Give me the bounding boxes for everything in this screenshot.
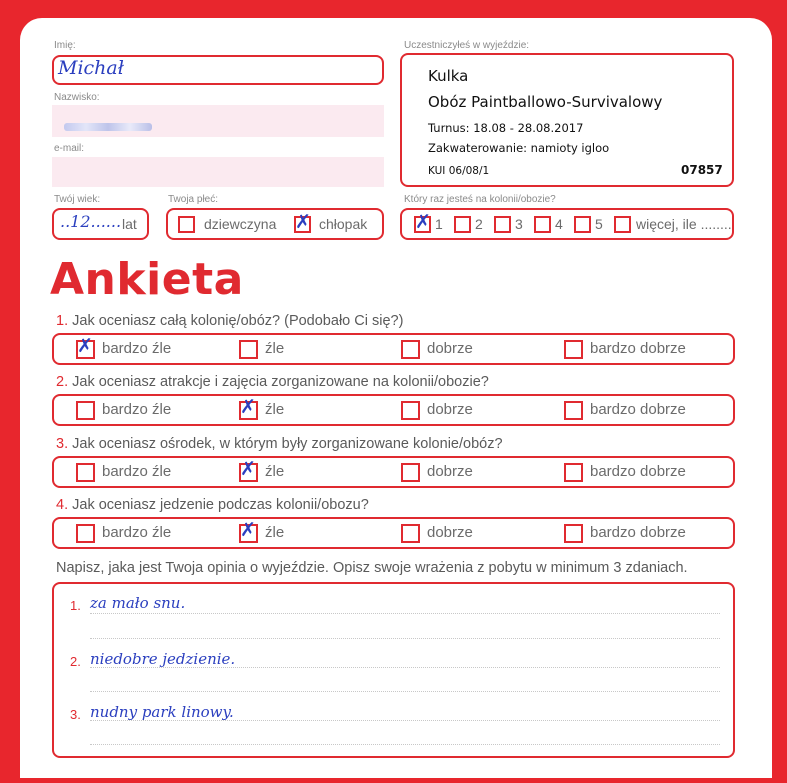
option-very-good-checkbox[interactable]: [564, 401, 583, 420]
option-good-checkbox[interactable]: [401, 524, 420, 543]
question-number: 1.: [56, 313, 69, 329]
option-very-good-label: bardzo dobrze: [590, 401, 686, 418]
question-text: [56, 313, 403, 329]
times-4-label: 4: [555, 216, 563, 232]
option-very-bad-label: bardzo źle: [102, 340, 172, 357]
times-label: Który raz jesteś na kolonii/obozie?: [404, 194, 556, 205]
option-very-bad-label: bardzo źle: [102, 463, 172, 480]
times-1-label: 1: [435, 216, 443, 232]
option-very-bad-checkbox[interactable]: [76, 524, 95, 543]
answer-text: nudny park linowy.: [90, 703, 234, 721]
camp-title: Obóz Paintballowo-Survivalowy: [428, 93, 663, 111]
answer-line: [90, 744, 720, 745]
answer-number: 3.: [70, 707, 81, 722]
check-mark-icon: ✗: [77, 335, 93, 357]
question-text: [56, 497, 369, 513]
option-good-checkbox[interactable]: [401, 401, 420, 420]
gender-girl-checkbox[interactable]: [178, 216, 195, 233]
check-mark-icon: ✗: [240, 396, 256, 418]
check-mark-icon: ✗: [240, 458, 256, 480]
option-very-bad-label: bardzo źle: [102, 524, 172, 541]
redacted-surname: [64, 123, 152, 131]
option-good-checkbox[interactable]: [401, 340, 420, 359]
option-bad-checkbox[interactable]: [239, 458, 258, 482]
camp-info-box: [400, 53, 734, 187]
option-very-good-checkbox[interactable]: [564, 524, 583, 543]
option-bad-checkbox[interactable]: [239, 340, 258, 359]
gender-group: [166, 208, 384, 240]
email-label: e-mail:: [54, 143, 85, 154]
question-label: Jak oceniasz całą kolonię/obóz? (Podobało Ci się?): [72, 313, 404, 329]
option-very-good-label: bardzo dobrze: [590, 524, 686, 541]
option-very-bad-label: bardzo źle: [102, 401, 172, 418]
option-very-bad-checkbox[interactable]: [76, 401, 95, 420]
answer-number: 2.: [70, 654, 81, 669]
option-very-bad-checkbox[interactable]: [76, 335, 95, 359]
times-4-checkbox[interactable]: [534, 216, 551, 233]
age-unit: lat: [122, 216, 137, 232]
times-group: [400, 208, 734, 240]
option-very-good-checkbox[interactable]: [564, 463, 583, 482]
age-value: ..12......: [60, 212, 122, 231]
option-good-label: dobrze: [427, 340, 473, 357]
times-more-checkbox[interactable]: [614, 216, 631, 233]
surname-label: Nazwisko:: [54, 92, 100, 103]
option-bad-label: źle: [265, 463, 285, 480]
option-bad-checkbox[interactable]: [239, 519, 258, 543]
surname-field[interactable]: [52, 105, 384, 137]
opinion-box[interactable]: [52, 582, 735, 758]
camp-accommodation: Zakwaterowanie: namioty igloo: [428, 141, 610, 155]
answer-group: [52, 517, 735, 549]
question-label: Jak oceniasz ośrodek, w którym były zorganizowane kolonie/obóz?: [72, 436, 503, 452]
gender-boy-label: chłopak: [319, 216, 368, 232]
survey-title: Ankieta: [50, 254, 244, 305]
gender-boy-checkbox[interactable]: [294, 211, 311, 233]
answer-number: 1.: [70, 598, 81, 613]
option-very-bad-checkbox[interactable]: [76, 463, 95, 482]
question-text: [56, 436, 503, 452]
answer-group: [52, 333, 735, 365]
option-very-good-label: bardzo dobrze: [590, 463, 686, 480]
option-bad-label: źle: [265, 524, 285, 541]
answer-line: [90, 638, 720, 639]
question-number: 2.: [56, 374, 69, 390]
times-1-checkbox[interactable]: [414, 211, 431, 233]
question-number: 3.: [56, 436, 69, 452]
name-label: Imię:: [54, 40, 76, 51]
question-label: Jak oceniasz atrakcje i zajęcia zorganizowane na kolonii/obozie?: [72, 374, 489, 390]
answer-text: za mało snu.: [90, 594, 186, 612]
option-bad-checkbox[interactable]: [239, 396, 258, 420]
times-3-label: 3: [515, 216, 523, 232]
answer-group: [52, 394, 735, 426]
option-bad-label: źle: [265, 401, 285, 418]
option-good-label: dobrze: [427, 524, 473, 541]
answer-line: [90, 691, 720, 692]
option-good-checkbox[interactable]: [401, 463, 420, 482]
gender-label: Twoja płeć:: [168, 194, 219, 205]
answer-text: niedobre jedzienie.: [90, 650, 236, 668]
option-very-good-label: bardzo dobrze: [590, 340, 686, 357]
question-label: Jak oceniasz jedzenie podczas kolonii/obozu?: [72, 497, 369, 513]
option-good-label: dobrze: [427, 463, 473, 480]
option-good-label: dobrze: [427, 401, 473, 418]
opinion-instruction: Napisz, jaka jest Twoja opinia o wyjeździe. Opisz swoje wrażenia z pobytu w minimum 3 zdaniach.: [56, 560, 688, 576]
check-mark-icon: ✗: [240, 519, 256, 541]
camp-name: Kulka: [428, 67, 469, 85]
answer-line: [90, 720, 720, 721]
age-field[interactable]: [52, 208, 149, 240]
camp-turnus: Turnus: 18.08 - 28.08.2017: [428, 121, 584, 135]
camp-label: Uczestniczyłeś w wyjeździe:: [404, 40, 530, 51]
times-5-label: 5: [595, 216, 603, 232]
option-very-good-checkbox[interactable]: [564, 340, 583, 359]
answer-group: [52, 456, 735, 488]
name-field[interactable]: [52, 55, 384, 85]
name-value: Michał: [58, 57, 124, 79]
times-3-checkbox[interactable]: [494, 216, 511, 233]
answer-line: [90, 667, 720, 668]
times-5-checkbox[interactable]: [574, 216, 591, 233]
times-2-label: 2: [475, 216, 483, 232]
option-bad-label: źle: [265, 340, 285, 357]
gender-girl-label: dziewczyna: [204, 216, 277, 232]
check-mark-icon: ✗: [415, 211, 431, 233]
question-number: 4.: [56, 497, 69, 513]
times-more-label: więcej, ile ........: [636, 216, 732, 232]
camp-code: KUI 06/08/1: [428, 165, 490, 177]
times-2-checkbox[interactable]: [454, 216, 471, 233]
answer-line: [90, 613, 720, 614]
check-mark-icon: ✗: [295, 211, 311, 233]
age-label: Twój wiek:: [54, 194, 101, 205]
camp-number: 07857: [681, 163, 723, 177]
question-text: [56, 374, 489, 390]
email-field[interactable]: [52, 157, 384, 187]
